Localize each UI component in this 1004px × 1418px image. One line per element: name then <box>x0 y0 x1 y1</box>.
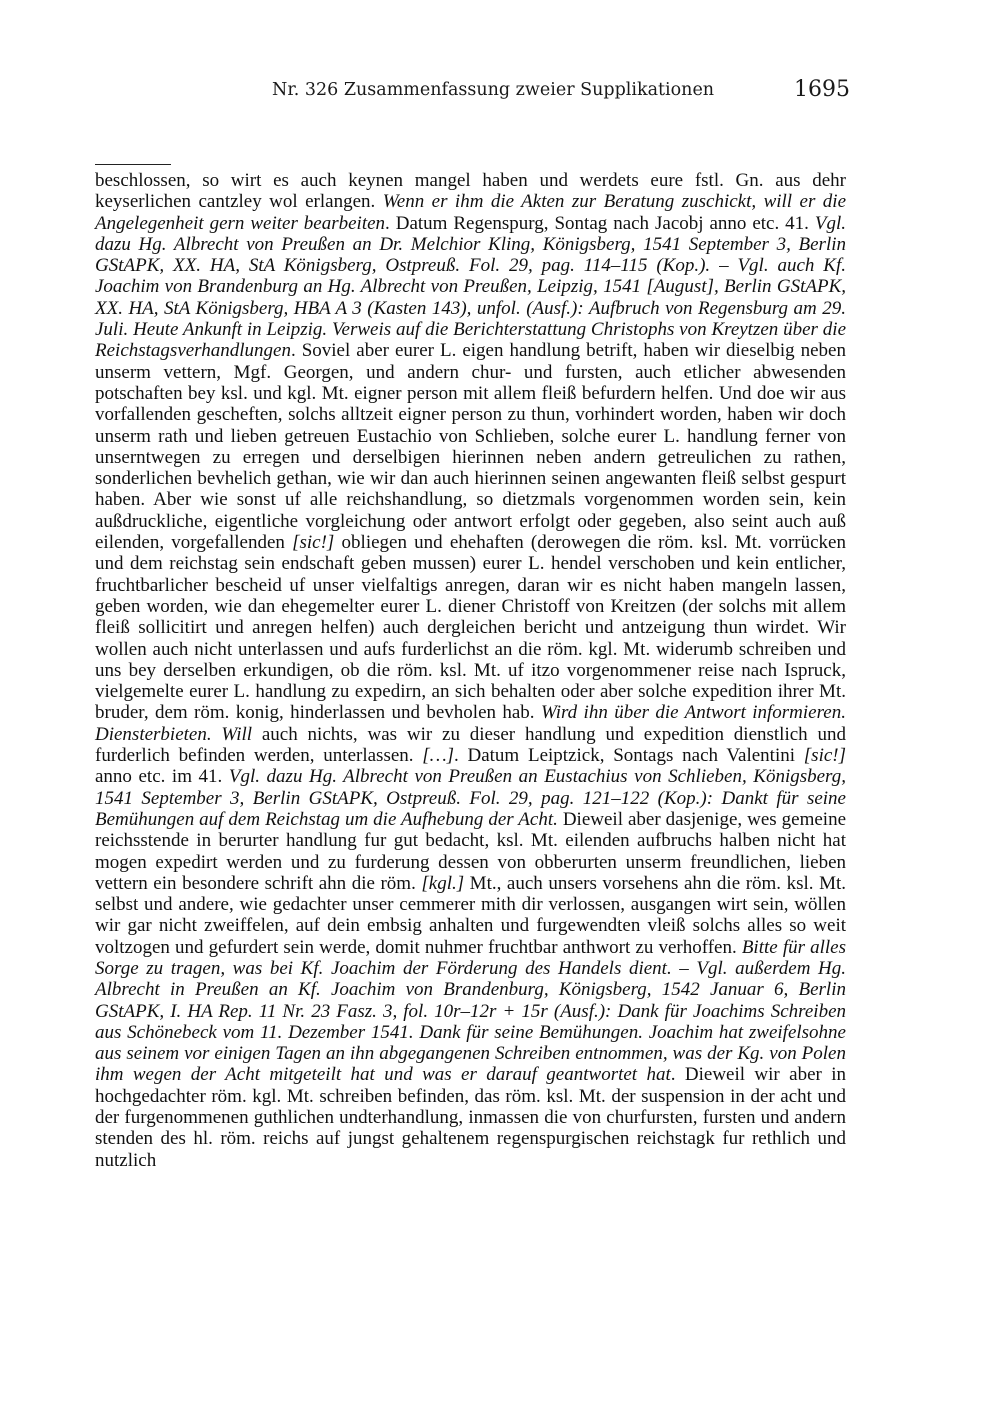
footnote-segment-italic: Vgl. dazu Hg. Albrecht von Preußen an Dr. Melchior Kling, Königsberg, 1541 September 3, Berlin GStAPK, XX. HA, StA Königsberg, Ostpreuß. Fol. 29, pag. 114–115 (Kop.). – Vgl. auch Kf. Joachim von Brandenburg an Hg. Albrecht von Preußen, Leipzig, 1541 [August], Berlin GStAPK, XX. HA, StA Königsberg, HBA A 3 (Kasten 143), unfol. (Ausf.): Aufbruch von Regensburg am 29. Juli. Heute Ankunft in Leipzig. Verweis auf die Berichterstattung Christophs von Kreytzen über die Reichstagsverhandlungen <box>95 212 846 362</box>
footnote-segment-italic: Bitte für alles Sorge zu tragen, was bei Kf. Joachim der Förderung des Handels dient. – Vgl. außerdem Hg. Albrecht in Preußen an Kf. Joachim von Brandenburg, Königsberg, 1542 Januar 6, Berlin GStAPK, I. HA Rep. 11 Nr. 23 Fasz. 3, fol. 10r–12r + 15r (Ausf.): Dank für Joachims Schreiben aus Schönebeck vom 11. Dezember 1541. Dank für seine Bemühungen. Joachim hat zweifelsohne aus seinem vor einigen Tagen an ihn abgegangenen Schreiben entnommen, was der Kg. von Polen ihm wegen der Acht mitgeteilt hat und was er darauf geantwortet hat <box>95 936 846 1086</box>
footnote-segment: . Soviel aber eurer L. eigen handlung betrift, haben wir dieselbig neben unserm vettern, Mgf. Georgen, und andern chur- und fursten, auch etlicher abwesenden potschaften bey ksl. und kgl. Mt. eigner person mit allem fleiß befurdern helfen. Und doe wir aus vorfallenden gescheften, solchs alltzeit eigner person zu thun, vorhindert worden, haben wir doch unserm rath und lieben getreuen Eustachio von Schlieben, solche eurer L. handlung ferner von unserntwegen zu erregen und derselbigen hierinnen neben andern getreulichen zu rathen, sonderlichen bevhelich gethan, wie wir dan auch hierinnen seinen angewanten fleiß selbst gespurt haben. Aber wie sonst uf alle reichshandlung, so dietzmals vorgenommen worden sein, kein außdruckliche, eigentliche vorgleichung oder antwort erfolgt oder gegeben, also seint auch auß eilenden, vorgefallenden <box>95 340 846 554</box>
footnote-segment: anno etc. im 41. <box>95 766 229 788</box>
footnote-segment: beschlossen, so wirt es auch keynen mangel haben und werdets eure fstl. Gn. aus dehr keyserlichen cantzley wol erlangen. <box>95 170 846 213</box>
footnote-segment-italic: Wenn er ihm die Akten zur Beratung zuschickt, will er die Angelegenheit gern weiter bearbeiten <box>95 191 846 234</box>
footnote-segment: Mt., auch unsers vorsehens ahn die röm. ksl. Mt. selbst und andere, wie gedachter unser cemmerer mith dir verlossen, ausgangen wirt sein, wöllen wir gar nicht zweiffelen, auf dein embsig anhalten und furgewendten vleiß solchs alles so weit voltzogen und gefurdert sein werde, domit nuhmer fruchtbar anthwort zu verhoffen. <box>95 872 846 958</box>
footnote-segment: . Datum Leiptzick, Sontags nach Valentini <box>453 745 804 767</box>
footnote-segment: auch nichts, was wir zu dieser handlung und expedition dienstlich und furderlich befinden werden, unterlassen. <box>95 723 846 767</box>
footnote-segment: . Dieweil wir aber in hochgedachter röm. kgl. Mt. schreiben befinden, das röm. ksl. Mt. der suspension in der acht und der furgenommenen guthlichen undterhandlung, inmassen die von churfursten, fursten und andern stenden des hl. röm. reichs auf jungst gehaltenem regenspurgischen reichstagk fur rethlich und nutzlich <box>95 1064 846 1171</box>
footnote-segment-italic: [kgl.] <box>421 872 465 894</box>
footnote-segment-italic: [sic!] <box>803 745 847 767</box>
footnote-segment: obliegen und ehehaften (derowegen die röm. ksl. Mt. vorrücken und dem reichstag sein endschaft geben mussen) eurer L. hendel verschoben und kein entlicher, fruchtbarlicher bescheid uf unser vielfaltigs anregen, daran wir es nicht haben mangeln lassen, geben worden, wie dan ehegemelter eurer L. diener Christoff von Kreitzen (der solchs mit allem fleiß sollicitirt und anregen helfen) auch dergleichen bericht und antzeigung thun wirdet. Wir wollen auch nicht unterlassen und aufs furderlichst an die röm. kgl. Mt. widerumb schreiben und uns bey derselben erkundigen, ob die röm. ksl. Mt. uf itzo vorgenommener reise nach Ispruck, vielgemelte eurer L. handlung zu expedirn, an sich behalten oder aber solche expedition ihrer Mt. bruder, dem röm. konig, hinderlassen und bevholen hab. <box>95 532 846 724</box>
footnote-segment-italic: [sic!] <box>292 532 335 554</box>
footnote-segment: . Datum Regenspurg, Sontag nach Jacobj anno etc. 41. <box>385 212 815 234</box>
page-number: 1695 <box>794 77 850 102</box>
footnote-segment: Dieweil aber dasjenige, wes gemeine reichsstende in berurter handlung fur gut bedacht, ksl. Mt. eilenden aufbruchs halben nicht hat mogen expedirt werden und zu furderung dessen von obberurten unserm freundlichen, lieben vettern ein besondere schrift ahn die röm. <box>95 808 847 894</box>
footnote-segment-italic: Wird ihn über die Antwort informieren. Diensterbieten. Will <box>95 702 846 745</box>
footnote-segment-italic: Vgl. dazu Hg. Albrecht von Preußen an Eustachius von Schlieben, Königsberg, 1541 September 3, Berlin GStAPK, Ostpreuß. Fol. 29, pag. 121–122 (Kop.): Dankt für seine Bemühungen auf dem Reichstag um die Aufhebung der Acht. <box>95 766 846 830</box>
footnote-divider <box>95 164 171 165</box>
running-header-title: Nr. 326 Zusammenfassung zweier Supplikationen <box>272 80 715 100</box>
footnote-body <box>95 170 846 1171</box>
footnote-segment-italic: […] <box>422 745 454 767</box>
